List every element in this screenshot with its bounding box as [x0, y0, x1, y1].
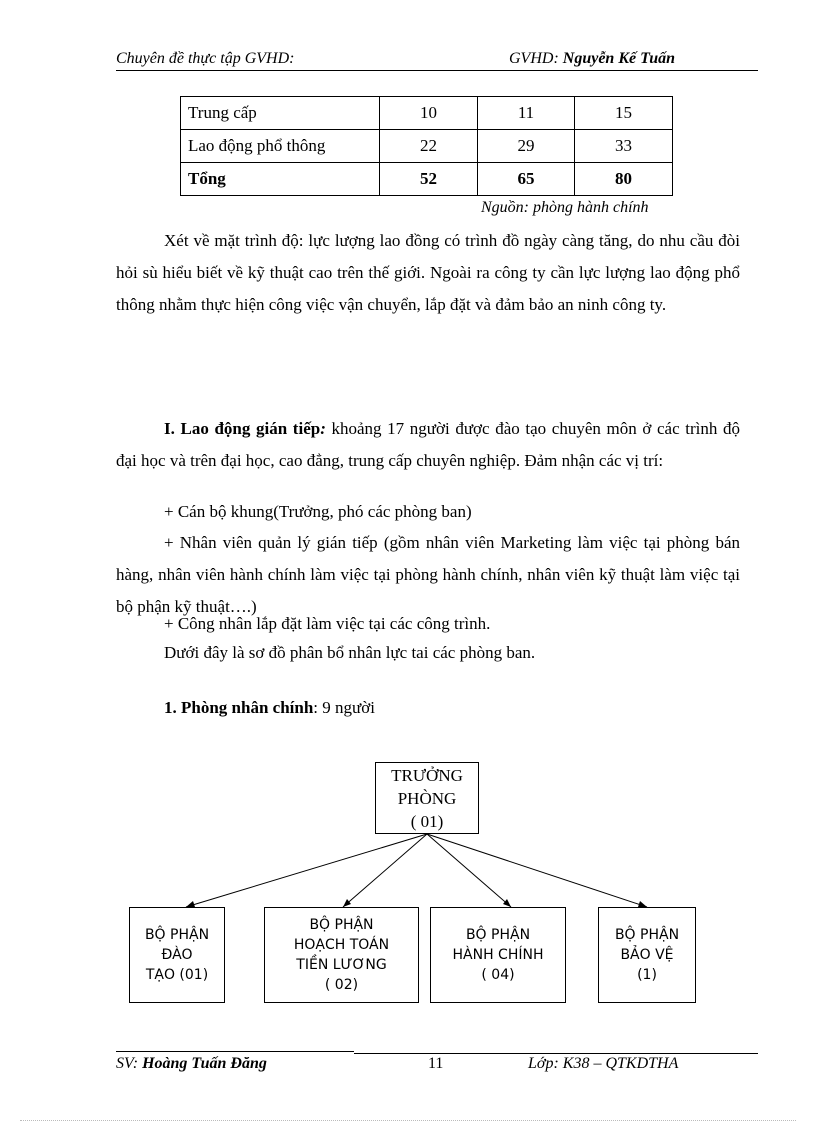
- supervisor-name: Nguyễn Kế Tuấn: [562, 50, 676, 67]
- row-label: Tổng: [181, 163, 380, 196]
- cell-value: 80: [575, 163, 673, 196]
- cell-value: 33: [575, 130, 673, 163]
- bullet-indirect-staff: + Nhân viên quản lý gián tiếp (gồm nhân viên Marketing làm việc tại phòng bán hàng, nhân viên hành chính làm việc tại phòng hành chính, nhân viên kỹ thuật làm việc tại bộ phận kỹ thuật….): [116, 533, 740, 616]
- connector-line: [427, 834, 647, 907]
- connector-line: [427, 834, 511, 907]
- footer-student: [116, 1055, 267, 1073]
- subsection-count: : 9 người: [313, 698, 375, 717]
- bullet-cadre: + Cán bộ khung(Trưởng, phó các phòng ban): [164, 502, 472, 521]
- box-line: TRƯỞNG: [391, 765, 463, 785]
- cell-value: 11: [478, 97, 575, 130]
- org-box-head: [375, 762, 479, 834]
- box-line: PHÒNG: [397, 788, 457, 808]
- connector-line: [343, 834, 427, 907]
- box-line: BỘ PHẬN: [465, 927, 531, 943]
- footer-student-prefix: SV:: [116, 1055, 143, 1072]
- cell-value: 22: [380, 130, 478, 163]
- arrowhead: [503, 899, 511, 907]
- diagram-intro: Dưới đây là sơ đồ phân bổ nhân lực tai các phòng ban.: [164, 643, 536, 662]
- box-line: ( 02): [324, 977, 359, 993]
- box-line: HÀNH CHÍNH: [452, 947, 544, 963]
- org-box-training: [129, 907, 225, 1003]
- connector-line: [186, 834, 427, 907]
- footer-rule: [354, 1053, 758, 1054]
- box-line: BỘ PHẬN: [614, 927, 680, 943]
- footer-rule: [116, 1051, 354, 1052]
- box-line: ( 04): [481, 967, 515, 983]
- subsection-title: 1. Phòng nhân chính: [164, 698, 314, 717]
- cell-value: 15: [575, 97, 673, 130]
- cell-value: 29: [478, 130, 575, 163]
- box-line: ĐÀO: [161, 947, 193, 963]
- paragraph-skill-level: Xét về mặt trình độ: lực lượng lao đồng có trình đồ ngày càng tăng, do nhu cầu đòi hỏi sù hiểu biết về kỹ thuật cao trên thế giới. Ngoài ra công ty cần lực lượng lao động phổ thông nhằm thực hiện công việc vận chuyển, lắp đặt và đảm bảo an ninh công ty.: [116, 231, 740, 314]
- bullet-installers: + Công nhân lắp đặt làm việc tại các công trình.: [164, 614, 491, 633]
- box-line: HOẠCH TOÁN: [293, 937, 390, 953]
- footer-class: Lớp: K38 – QTKDTHA: [528, 1055, 679, 1072]
- page-bottom-border: [20, 1120, 796, 1121]
- box-line: ( 01): [410, 811, 444, 831]
- org-box-payroll: [264, 907, 419, 1003]
- section-colon: :: [320, 419, 326, 438]
- arrowhead: [343, 899, 351, 907]
- section-text: khoảng 17 người được đào tạo chuyên môn ở các trình độ đại học và trên đại học, cao đẳng, trung cấp chuyên nghiệp. Đảm nhận các vị trí:: [116, 419, 740, 470]
- box-line: BỘ PHẬN: [144, 927, 210, 943]
- box-line: TẠO (01): [145, 967, 209, 983]
- org-box-security: [598, 907, 696, 1003]
- row-label: Lao động phổ thông: [181, 130, 380, 163]
- cell-value: 65: [478, 163, 575, 196]
- box-line: TIỀN LƯƠNG: [296, 957, 387, 973]
- student-name: Hoàng Tuấn Đăng: [142, 1055, 267, 1072]
- org-box-admin: [430, 907, 566, 1003]
- cell-value: 10: [380, 97, 478, 130]
- section-title: I. Lao động gián tiếp: [164, 419, 321, 438]
- box-line: (1): [637, 967, 657, 983]
- row-label: Trung cấp: [181, 97, 380, 130]
- cell-value: 52: [380, 163, 478, 196]
- header-left: Chuyên đề thực tập GVHD:: [116, 50, 295, 67]
- box-line: BẢO VỆ: [620, 947, 674, 963]
- box-line: BỘ PHẬN: [309, 917, 374, 933]
- table-source: Nguồn: phòng hành chính: [481, 199, 649, 216]
- header-right-prefix: GVHD:: [509, 50, 563, 67]
- page-number: 11: [428, 1055, 444, 1072]
